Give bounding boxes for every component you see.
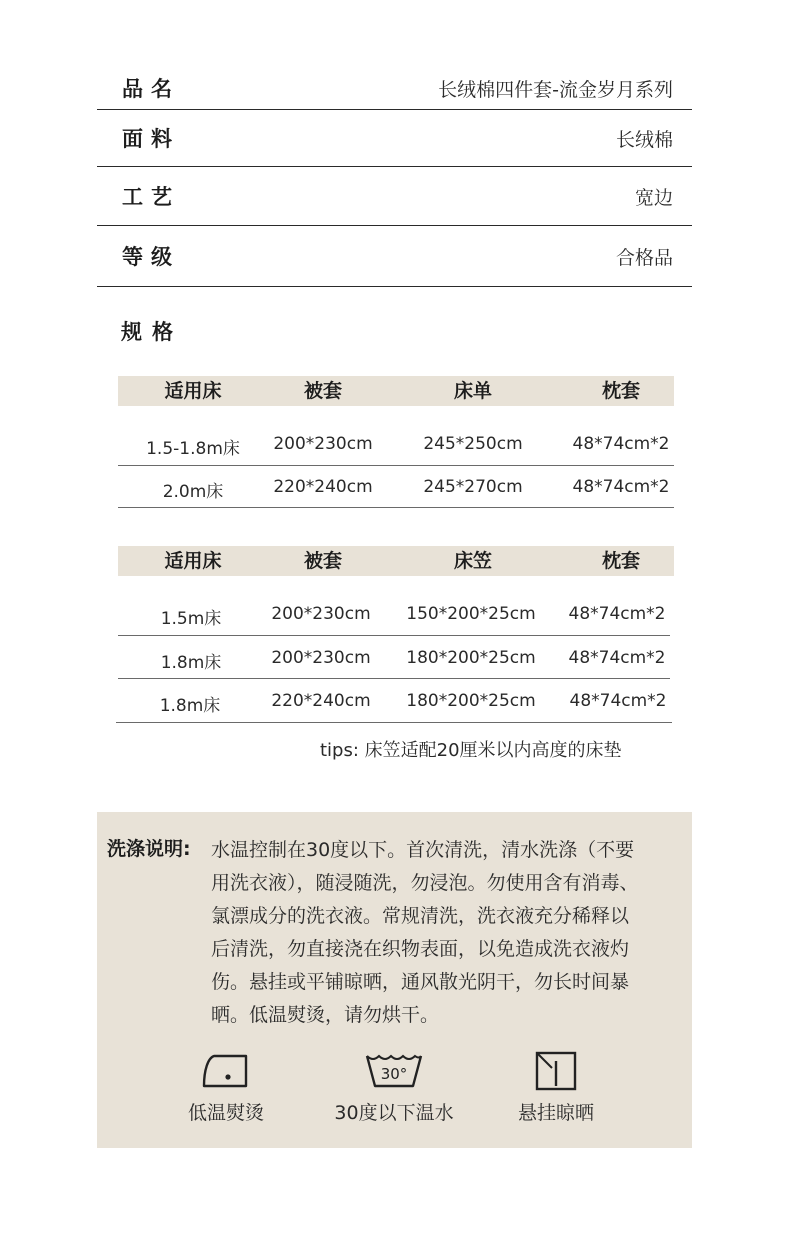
care-label: 悬挂晾晒 [517, 1102, 594, 1124]
info-label: 品名 [122, 77, 180, 101]
info-label: 工艺 [122, 185, 180, 209]
spec-heading: 规格 [121, 320, 183, 344]
table-cell: 1.8m床 [159, 696, 221, 716]
info-row-name [97, 67, 692, 110]
care-item-wash [314, 1050, 474, 1125]
washing-line: 用洗衣液），随浸随洗，勿浸泡。勿使用含有消毒、 [211, 872, 639, 894]
info-row-fabric [97, 110, 692, 167]
table-row [118, 434, 674, 466]
table-cell: 48*74cm*2 [572, 477, 670, 497]
hang-dry-icon [534, 1050, 578, 1092]
header-cell: 适用床 [164, 550, 222, 572]
table-cell: 1.5m床 [160, 609, 222, 629]
info-row-grade [97, 226, 692, 287]
table-cell: 180*200*25cm [406, 648, 536, 668]
spec-table-fitted [118, 546, 674, 726]
wash-temp-badge: 30° [380, 1065, 408, 1083]
table-row [116, 679, 672, 723]
washing-text [211, 834, 671, 1032]
care-label: 低温熨烫 [187, 1102, 264, 1124]
iron-low-icon [200, 1050, 252, 1092]
table-row [118, 466, 674, 508]
table-cell: 1.5-1.8m床 [146, 439, 240, 459]
table-cell: 48*74cm*2 [568, 604, 666, 624]
table-cell: 220*240cm [273, 477, 373, 497]
care-item-hang [476, 1050, 636, 1125]
table-header [118, 546, 674, 576]
header-cell: 被套 [303, 550, 342, 572]
table-cell: 48*74cm*2 [572, 434, 670, 454]
info-value: 长绒棉四件套-流金岁月系列 [438, 78, 673, 101]
washing-section [97, 812, 692, 1148]
care-label: 30度以下温水 [334, 1102, 454, 1124]
info-label: 面料 [122, 127, 180, 151]
table-cell: 200*230cm [271, 604, 371, 624]
table-row [118, 636, 670, 679]
table-cell: 2.0m床 [162, 482, 224, 502]
header-cell: 被套 [303, 380, 342, 402]
wash-30-icon [363, 1050, 425, 1092]
info-value: 合格品 [615, 246, 673, 269]
table-cell: 200*230cm [273, 434, 373, 454]
tips-note: tips: 床笠适配20厘米以内高度的床垫 [320, 740, 622, 761]
info-label: 等级 [122, 245, 180, 269]
info-value: 长绒棉 [615, 128, 673, 151]
table-row [118, 604, 670, 636]
washing-line: 氯漂成分的洗衣液。常规清洗，洗衣液充分稀释以 [211, 905, 630, 927]
table-cell: 200*230cm [271, 648, 371, 668]
table-cell: 150*200*25cm [406, 604, 536, 624]
table-cell: 48*74cm*2 [569, 691, 667, 711]
washing-line: 晒。低温熨烫，请勿烘干。 [211, 1004, 440, 1026]
washing-label: 洗涤说明: [107, 838, 191, 860]
table-cell: 48*74cm*2 [568, 648, 666, 668]
spec-table-sheet [118, 376, 674, 510]
care-item-iron [146, 1050, 306, 1125]
table-cell: 1.8m床 [160, 653, 222, 673]
header-cell: 床笠 [453, 550, 492, 572]
info-row-craft [97, 167, 692, 226]
table-cell: 245*270cm [423, 477, 523, 497]
washing-line: 伤。悬挂或平铺晾晒，通风散光阴干，勿长时间暴 [211, 971, 630, 993]
header-cell: 适用床 [164, 380, 222, 402]
table-cell: 180*200*25cm [406, 691, 536, 711]
table-cell: 220*240cm [271, 691, 371, 711]
info-value: 宽边 [634, 186, 673, 209]
header-cell: 枕套 [601, 550, 640, 572]
header-cell: 床单 [453, 380, 492, 402]
washing-line: 后清洗，勿直接浇在织物表面，以免造成洗衣液灼 [211, 938, 630, 960]
header-cell: 枕套 [601, 380, 640, 402]
table-header [118, 376, 674, 406]
washing-line: 水温控制在30度以下。首次清洗，清水洗涤（不要 [211, 839, 635, 861]
table-cell: 245*250cm [423, 434, 523, 454]
